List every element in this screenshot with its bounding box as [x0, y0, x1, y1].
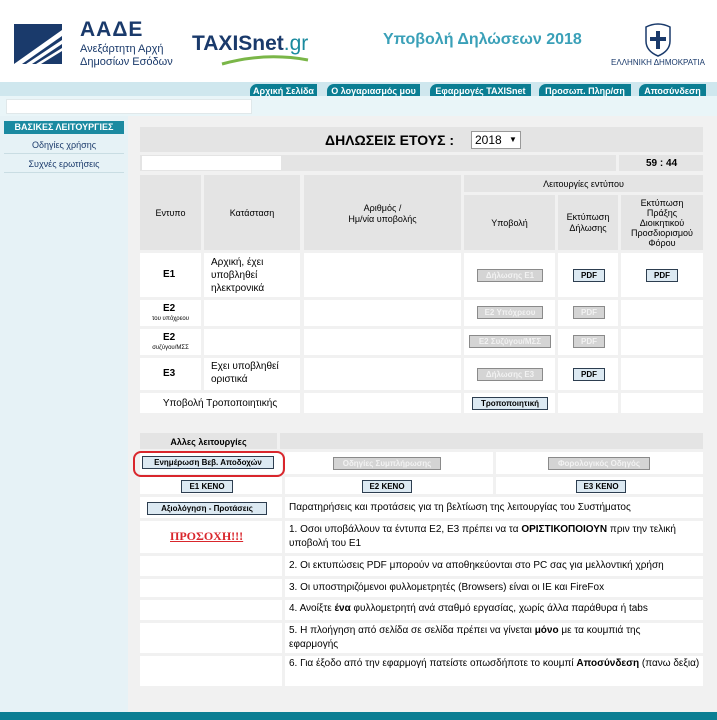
- year-value: 2018: [475, 133, 502, 147]
- greek-emblem-icon: [643, 23, 673, 57]
- note-5-text-a: 5. Η πλοήγηση από σελίδα σε σελίδα πρέπει να γίνεται: [289, 625, 535, 636]
- col-act-label-5: Φόρου: [648, 238, 676, 248]
- footer-bar: [0, 712, 717, 720]
- act-cell: [621, 393, 703, 413]
- chevron-down-icon: ▼: [509, 135, 517, 144]
- taxisnet-suffix: .gr: [283, 32, 309, 55]
- progress-field: [142, 156, 281, 170]
- status-e3-1: Εχει υποβληθεί: [211, 361, 279, 372]
- note-1: [289, 523, 694, 551]
- swoosh-icon: [220, 54, 310, 68]
- note-6-emphasis: Αποσύνδεση: [576, 658, 640, 669]
- tax-guide-button[interactable]: Φορολογικός Οδηγός: [548, 457, 650, 470]
- page-title: Υποβολή Δηλώσεων 2018: [383, 31, 582, 48]
- note-1-emphasis: ΟΡΙΣΤΙΚΟΠΟΙΟΥΝ: [521, 524, 608, 535]
- e1-blank-button[interactable]: E1 ΚΕΝΟ: [181, 480, 233, 493]
- form-e2-spouse-sub: συζύγου/ΜΣΣ: [152, 345, 189, 351]
- print-act-pdf-button[interactable]: PDF: [646, 269, 678, 282]
- declarations-title: ΔΗΛΩΣΕΙΣ ΕΤΟΥΣ :: [325, 132, 455, 148]
- col-status-label: Κατάσταση: [229, 208, 275, 218]
- amend-button[interactable]: Τροποποιητική: [472, 397, 548, 410]
- nav-home[interactable]: Αρχική Σελίδα: [250, 84, 317, 98]
- note-4-text-a: 4. Ανοίξτε: [289, 603, 335, 614]
- site-header: [0, 0, 717, 82]
- number-cell: [304, 329, 461, 355]
- note-2: 2. Οι εκτυπώσεις PDF μπορούν να αποθηκεύονται στο PC σας για μελλοντική χρήση: [289, 560, 664, 571]
- status-e3-2: οριστικά: [211, 374, 248, 385]
- sidebar: [0, 116, 128, 712]
- number-cell: [304, 393, 461, 413]
- taxisnet-logo: [192, 32, 308, 56]
- note-blank-cell: [140, 556, 282, 576]
- form-e3: E3: [163, 368, 176, 379]
- fill-instructions-button[interactable]: Οδηγίες Συμπλήρωσης: [333, 457, 441, 470]
- evaluation-button[interactable]: Αξιολόγηση - Προτάσεις: [147, 502, 267, 515]
- highlight-circle: [133, 451, 285, 477]
- form-e2-spouse: E2: [163, 332, 176, 343]
- note-4-emphasis: ένα: [334, 603, 351, 614]
- note-5-text-c: με τα κουμπιά της εφαρμογής: [289, 625, 641, 650]
- note-blank-cell: [140, 656, 282, 686]
- attention-label: ΠΡΟΣΟΧΗ!!!: [170, 529, 244, 543]
- status-cell: [204, 329, 300, 355]
- submit-e3-button[interactable]: Δήλωσης Ε3: [477, 368, 543, 381]
- submit-e2-obligor-button[interactable]: Ε2 Υπόχρεου: [477, 306, 543, 319]
- number-cell: [304, 253, 461, 297]
- col-act-label-4: Προσδιορισμού: [631, 228, 693, 238]
- note-4-text-c: φυλλομετρητή ανά σταθμό εργασίας, χωρίς άλλα παράθυρα ή tabs: [350, 603, 648, 614]
- col-form-label: Εντυπο: [155, 208, 186, 218]
- note-5-emphasis: μόνο: [534, 625, 559, 636]
- evaluation-text: Παρατηρήσεις και προτάσεις για τη βελτίωση της λειτουργίας του Συστήματος: [289, 502, 631, 513]
- other-heading: Αλλες λειτουργίες: [170, 437, 247, 447]
- nav-taxisnet-apps[interactable]: Εφαρμογές TAXISnet: [430, 84, 531, 98]
- note-3: 3. Οι υποστηριζόμενοι φυλλομετρητές (Browsers) είναι οι IE και FireFox: [289, 582, 605, 593]
- col-number-label-1: Αριθμός /: [363, 203, 402, 213]
- status-e1-2: υποβληθεί: [211, 270, 258, 281]
- col-act-label-2: Πράξης: [646, 208, 678, 218]
- print-e2-spouse-pdf-button[interactable]: PDF: [573, 335, 605, 348]
- note-blank-cell: [140, 623, 282, 653]
- aade-subtitle-line1: Ανεξάρτητη Αρχή: [80, 43, 164, 55]
- act-cell: [621, 358, 703, 390]
- e2-blank-button[interactable]: E2 ΚΕΝΟ: [362, 480, 412, 493]
- print-e3-pdf-button[interactable]: PDF: [573, 368, 605, 381]
- note-1-text-a: 1. Οσοι υποβάλλουν τα έντυπα Ε2, Ε3 πρέπει να τα: [289, 524, 522, 535]
- taxisnet-text: TAXISnet: [192, 32, 284, 55]
- status-e1-3: ηλεκτρονικά: [211, 283, 265, 294]
- note-6: [289, 657, 701, 671]
- address-box: [6, 99, 252, 114]
- print-e2-obligor-pdf-button[interactable]: PDF: [573, 306, 605, 319]
- aade-name: ΑΑΔΕ: [80, 18, 144, 41]
- status-cell: [204, 300, 300, 326]
- submit-e1-button[interactable]: Δήλωσης Ε1: [477, 269, 543, 282]
- print-e1-pdf-button[interactable]: PDF: [573, 269, 605, 282]
- sidebar-item-faq[interactable]: Συχνές ερωτήσεις: [4, 156, 124, 173]
- number-cell: [304, 300, 461, 326]
- year-select[interactable]: [471, 131, 521, 149]
- session-timer: 59 : 44: [646, 158, 678, 169]
- number-cell: [304, 358, 461, 390]
- col-ops-label: Λειτουργίες εντύπου: [543, 179, 624, 189]
- form-e2-obligor-sub: του υπόχρεου: [151, 316, 190, 322]
- aade-logo-icon: [14, 24, 62, 64]
- col-act-label-3: Διοικητικού: [639, 218, 685, 228]
- col-submit-label: Υποβολή: [491, 218, 528, 228]
- status-e1-1: Αρχική, έχει: [211, 257, 264, 268]
- sidebar-item-instructions[interactable]: Οδηγίες χρήσης: [4, 137, 124, 154]
- note-6-text-c: (πανω δεξια): [639, 658, 700, 669]
- col-print-label-1: Εκτύπωση: [566, 212, 610, 222]
- note-1-text-c: πριν την τελική υποβολή του Ε1: [289, 524, 676, 549]
- note-5: [289, 624, 689, 652]
- e3-blank-button[interactable]: E3 ΚΕΝΟ: [576, 480, 626, 493]
- form-e1: E1: [163, 269, 176, 280]
- col-number-label-2: Ημ/νία υποβολής: [348, 214, 417, 224]
- note-blank-cell: [140, 579, 282, 597]
- act-cell: [621, 329, 703, 355]
- note-4: [289, 602, 648, 616]
- submit-e2-spouse-button[interactable]: Ε2 Συζύγου/ΜΣΣ: [469, 335, 551, 348]
- hellenic-republic-label: ΕΛΛΗΝΙΚΗ ΔΗΜΟΚΡΑΤΙΑ: [611, 58, 705, 67]
- nav-personal-info[interactable]: Προσωπ. Πληρ/ση: [539, 84, 631, 98]
- nav-my-account[interactable]: Ο λογαριασμός μου: [327, 84, 420, 98]
- note-6-text-a: 6. Για έξοδο από την εφαρμογή πατείστε οπωσδήποτε το κουμπί: [289, 658, 577, 669]
- col-print-label-2: Δήλωσης: [569, 223, 607, 233]
- act-cell: [621, 300, 703, 326]
- update-certificate-button[interactable]: Ενημέρωση Βεβ. Αποδοχών: [142, 456, 274, 469]
- amend-label: Υποβολή Τροποποιητικής: [162, 398, 278, 409]
- nav-logout[interactable]: Αποσύνδεση: [639, 84, 706, 98]
- other-heading-fill: [280, 433, 703, 449]
- note-blank-cell: [140, 600, 282, 620]
- sidebar-heading: ΒΑΣΙΚΕΣ ΛΕΙΤΟΥΡΓΙΕΣ: [4, 121, 124, 134]
- aade-subtitle-line2: Δημοσίων Εσόδων: [80, 56, 173, 68]
- form-e2-obligor: E2: [163, 303, 176, 314]
- print-cell: [558, 393, 618, 413]
- col-act-label-1: Εκτύπωση: [640, 198, 684, 208]
